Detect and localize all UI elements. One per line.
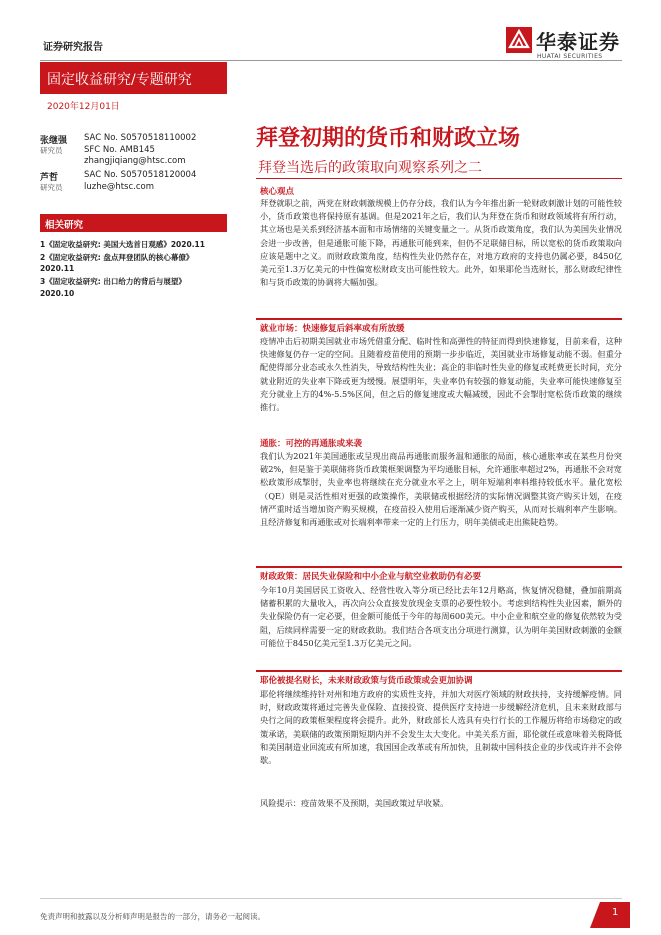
logo-en-text: HUATAI SECURITIES <box>537 53 603 60</box>
section-body-core-view: 拜登就职之前，两党在财政刺激规模上仍存分歧，我们认为今年推出新一轮财政刺激计划的可能性较小，货币政策也将保持原有基调。但是2021年之后，我们认为拜登在货币和财政领域将有所行动，其立场也是关系到经济基本面和市场情绪的关键变量之一。从货币政策角度，我们认为美国失业情况会进一步改善，但是通胀可能下降，再通胀可能到来，但仍不足联储目标，所以宽松的货币政策取向应该是题中之义。而财政政策角度，结构性失业仍然存在，对地方政府的支持也仍属必要，8450亿美元至1.3万亿美元的中性偏宽松财政支出可能性较大。此外，如果耶伦当选财长，那么财政纪律性和与货币政策的协调将大幅加强。 <box>260 198 622 288</box>
analyst-sfc: SFC No. AMB145 <box>84 145 155 155</box>
header-divider <box>40 60 622 61</box>
section-body-inflation: 我们认为2021年美国通胀或呈现出商品再通胀而服务温和通胀的局面，核心通胀率或在某些月份突破2%，但是鉴于美联储将货币政策框架调整为平均通胀目标，允许通胀率超过2%，再通胀不会对宽松政策形成掣肘，失业率也将继续在充分就业水平之上，明年短端利率料维持较低水平。量化宽松（QE）则是灵活性相对更强的政策操作，美联储或根据经济的实际情况调整其资产购买计划，在疫情严重时适当增加资产购买规模，在疫苗投入使用后逐渐减少资产购买，从而对长端利率产生影响。且经济修复和再通胀或对长端利率带来一定的上行压力，明年美债或走出熊陡趋势。 <box>260 451 622 528</box>
section-divider <box>256 670 622 672</box>
section-heading-employment: 就业市场：快速修复后斜率或有所放缓 <box>260 324 405 334</box>
section-body-fiscal: 今年10月美国居民工资收入、经营性收入等分项已经比去年12月略高，恢复情况稳健，叠加前期高储蓄积累的大量收入，再次向公众直接发放现金支票的必要性较小。考虑到结构性失业因素，额外的失业保险仍有一定必要，但金额可能低于今年的每周600美元。中小企业和航空业的修复依然较为受阻，后续同样需要一定的财政救助。我们结合各项支出分项进行测算，认为明年美国财政刺激的金额可能位于8450亿美元至1.3万亿美元之间。 <box>260 585 622 648</box>
subtitle-underline <box>256 178 622 179</box>
analyst-role: 研究员 <box>40 183 63 192</box>
analyst-sac: SAC No. S0570518110002 <box>84 133 197 143</box>
analyst-block-1 <box>40 133 230 167</box>
footer-disclaimer: 免责声明和披露以及分析师声明是报告的一部分，请务必一起阅读。 <box>40 912 265 921</box>
section-body-yellen: 耶伦将继续维持针对州和地方政府的实质性支持，并加大对医疗领域的财政扶持，支持缓解疫情。同时，财政政策将通过完善失业保险、直接投资、提供医疗支持进一步缓解经济危机，且未来财政部与央行之间的政策框架程度将会提升。此外，财政部长人选具有央行行长的工作履历将给市场稳定的政策承诺，美联储的政策预期短期内并不会发生太大变化。中美关系方面，耶伦就任或意味着关税降低和美国制造业回流或有所加速，我国国企改革或有所加快，且制裁中国科技企业的步伐或许并不会停歇。 <box>260 689 622 766</box>
category-text: 固定收益研究/专题研究 <box>47 72 192 88</box>
analyst-email[interactable]: zhangjiqiang@htsc.com <box>84 156 186 166</box>
report-title: 拜登初期的货币和财政立场 <box>256 125 521 151</box>
related-item-1[interactable]: 1《固定收益研究: 美国大选首日观感》2020.11 <box>40 240 205 249</box>
analyst-name: 芦哲 <box>40 173 59 183</box>
report-subtitle: 拜登当选后的政策取向观察系列之二 <box>258 160 482 176</box>
section-heading-fiscal: 财政政策：居民失业保险和中小企业与航空业救助仍有必要 <box>260 572 482 582</box>
section-heading-core-view: 核心观点 <box>260 187 295 197</box>
related-item-2[interactable]: 2《固定收益研究: 盘点拜登团队的核心幕僚》 <box>40 253 194 262</box>
page-number: 1 <box>612 907 619 918</box>
section-body-employment: 疫情冲击后初期美国就业市场凭借重分配、临时性和高弹性的特征而得到快速修复，目前来看，这种快速修复仍存一定的空间。且随着疫苗使用的预期一步步临近，美国就业市场修复动能不弱。但重分配使得部分业态或永久性消失，导致结构性失业；高企的非临时性失业的修复或耗费更长时间，充分就业附近的失业率下降或更为缓慢。展望明年，失业率仍有较强的修复动能，失业率可能快速修复至充分就业上方的4%-5.5%区间，但之后的修复速度或大幅减缓，因此不会掣肘宽松货币政策的继续推行。 <box>260 336 622 413</box>
analyst-block-2 <box>40 170 230 193</box>
section-divider <box>256 318 622 320</box>
huatai-logo-icon <box>506 27 532 53</box>
page-number-badge-icon <box>590 902 630 928</box>
related-item-2-date: 2020.11 <box>40 264 75 273</box>
footer-divider <box>40 898 622 899</box>
report-type-label: 证券研究报告 <box>43 42 103 53</box>
report-date: 2020年12月01日 <box>47 102 120 112</box>
analyst-name: 张继强 <box>40 136 68 146</box>
risk-warning: 风险提示：疫苗效果不及预期，美国政策过早收紧。 <box>260 798 449 808</box>
logo-cn-text: 华泰证券 <box>536 30 620 54</box>
section-heading-inflation: 通胀：可控的再通胀或来袭 <box>260 439 363 449</box>
related-item-3-date: 2020.10 <box>40 289 75 298</box>
analyst-role: 研究员 <box>40 146 63 155</box>
related-item-3[interactable]: 3《固定收益研究: 出口给力的背后与展望》 <box>40 277 186 286</box>
related-research-title: 相关研究 <box>45 220 84 231</box>
section-divider <box>256 566 622 568</box>
company-logo <box>506 25 636 65</box>
analyst-sac: SAC No. S0570518120004 <box>84 170 197 180</box>
section-heading-yellen: 耶伦被提名财长，未来财政政策与货币政策或会更加协调 <box>260 676 473 686</box>
analyst-email[interactable]: luzhe@htsc.com <box>84 182 155 192</box>
